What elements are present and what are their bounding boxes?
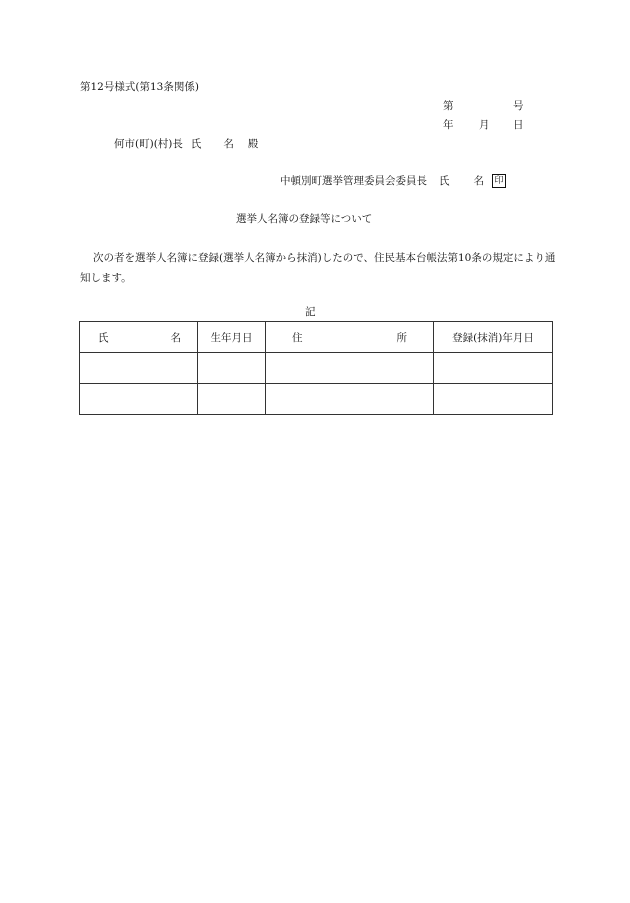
addressee-name-label-2: 名 bbox=[223, 138, 234, 150]
table-header-row bbox=[80, 322, 553, 353]
date-year-label: 年 bbox=[443, 119, 454, 131]
header-address-2: 所 bbox=[396, 331, 407, 344]
doc-number-label: 第 bbox=[443, 100, 454, 112]
table-cell[interactable] bbox=[434, 353, 553, 384]
header-name-2: 名 bbox=[170, 331, 181, 344]
header-address-1: 住 bbox=[292, 331, 303, 344]
form-number: 第12号様式(第13条関係) bbox=[80, 81, 199, 93]
header-registration-date: 登録(抹消)年月日 bbox=[434, 322, 553, 353]
seal-mark: 印 bbox=[492, 174, 506, 188]
table-cell[interactable] bbox=[198, 384, 266, 415]
header-name bbox=[80, 322, 198, 353]
date-month-label: 月 bbox=[479, 119, 490, 131]
sender-title: 中頓別町選挙管理委員会委員長 bbox=[280, 175, 427, 187]
doc-number-suffix: 号 bbox=[513, 100, 524, 112]
addressee-name-label-1: 氏 bbox=[190, 138, 202, 150]
addressee-line bbox=[114, 137, 258, 151]
record-table bbox=[79, 321, 553, 415]
addressee-title: 何市(町)(村)長 bbox=[114, 138, 183, 150]
addressee-honorific: 殿 bbox=[247, 138, 259, 150]
subject-title: 選挙人名簿の登録等について bbox=[236, 213, 373, 225]
header-birthdate: 生年月日 bbox=[198, 322, 266, 353]
sender-line bbox=[280, 174, 506, 188]
ki-heading: 記 bbox=[305, 306, 316, 318]
header-address bbox=[266, 322, 434, 353]
table-row bbox=[80, 353, 553, 384]
table-cell[interactable] bbox=[80, 384, 198, 415]
table-cell[interactable] bbox=[266, 384, 434, 415]
table-cell[interactable] bbox=[80, 353, 198, 384]
sender-name-label-1: 氏 bbox=[439, 175, 450, 187]
table-cell[interactable] bbox=[198, 353, 266, 384]
sender-name-label-2: 名 bbox=[473, 175, 484, 187]
table-cell[interactable] bbox=[434, 384, 553, 415]
header-name-1: 氏 bbox=[98, 331, 109, 344]
table-row bbox=[80, 384, 553, 415]
date-day-label: 日 bbox=[513, 119, 524, 131]
table-cell[interactable] bbox=[266, 353, 434, 384]
body-paragraph: 次の者を選挙人名簿に登録(選挙人名簿から抹消)したので、住民基本台帳法第10条の規定により通知します。 bbox=[80, 252, 556, 284]
